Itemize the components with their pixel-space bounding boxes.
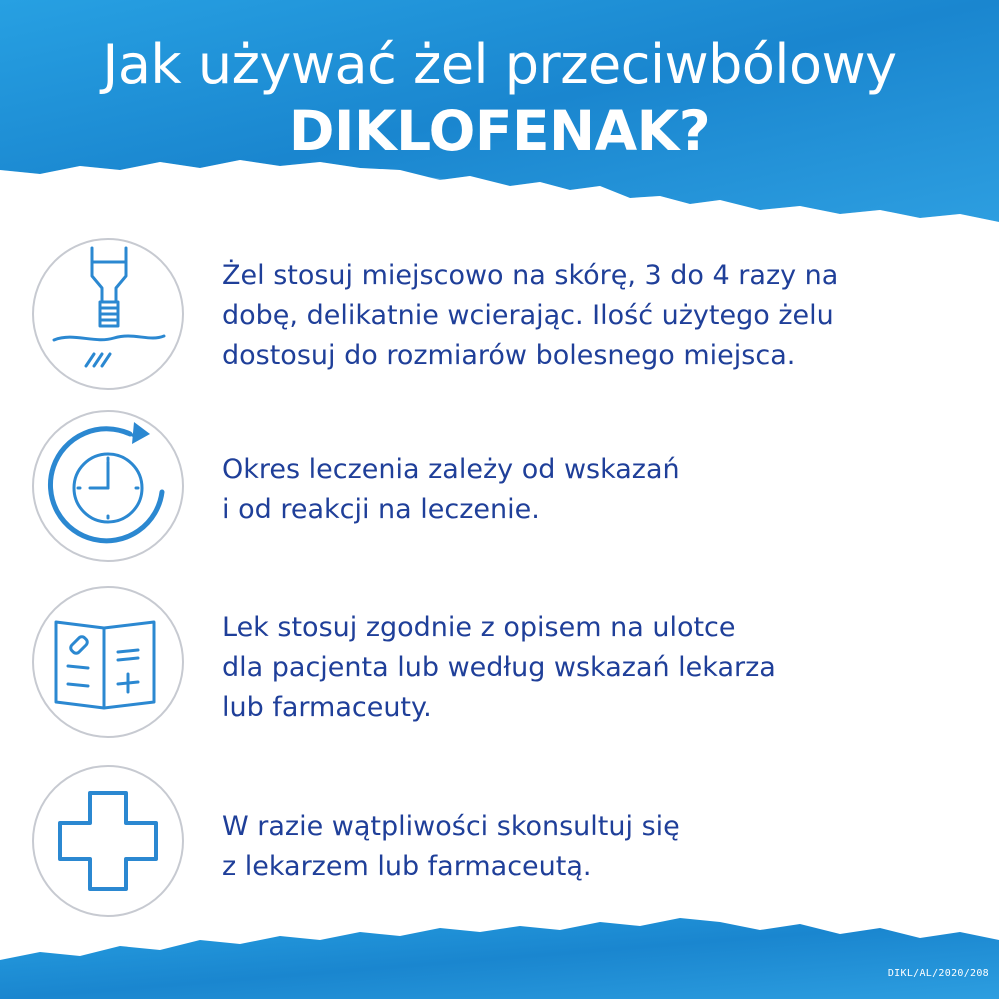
- item-text: [222, 608, 962, 728]
- item-text: [222, 807, 962, 887]
- title-line-1: Jak używać żel przeciwbólowy: [102, 33, 897, 96]
- item-text-line: Lek stosuj zgodnie z opisem na ulotce: [222, 612, 736, 643]
- instruction-item-application: [0, 238, 999, 398]
- medical-cross-icon: [32, 765, 184, 917]
- instruction-item-consult: [0, 765, 999, 925]
- item-text-line: dobę, delikatnie wcierając. Ilość użytego żelu: [222, 300, 834, 331]
- open-leaflet-icon: [32, 586, 184, 738]
- item-text-line: W razie wątpliwości skonsultuj się: [222, 811, 680, 842]
- title-line-2: DIKLOFENAK?: [288, 99, 711, 163]
- item-text: [222, 256, 962, 376]
- page-title: [0, 32, 999, 164]
- gel-tube-on-skin-icon: [32, 238, 184, 390]
- item-text-line: dla pacjenta lub według wskazań lekarza: [222, 652, 776, 683]
- item-text-line: lub farmaceuty.: [222, 692, 432, 723]
- item-text-line: z lekarzem lub farmaceutą.: [222, 851, 592, 882]
- document-code: DIKL/AL/2020/208: [887, 968, 989, 979]
- item-text-line: Okres leczenia zależy od wskazań: [222, 454, 680, 485]
- item-text-line: Żel stosuj miejscowo na skórę, 3 do 4 razy na: [222, 260, 839, 291]
- item-text-line: dostosuj do rozmiarów bolesnego miejsca.: [222, 340, 796, 371]
- footer-blue-band: [0, 918, 999, 999]
- clock-with-arrow-icon: [32, 410, 184, 562]
- instruction-item-leaflet: [0, 586, 999, 746]
- item-text: [222, 450, 962, 530]
- item-text-line: i od reakcji na leczenie.: [222, 494, 540, 525]
- instruction-item-duration: [0, 410, 999, 570]
